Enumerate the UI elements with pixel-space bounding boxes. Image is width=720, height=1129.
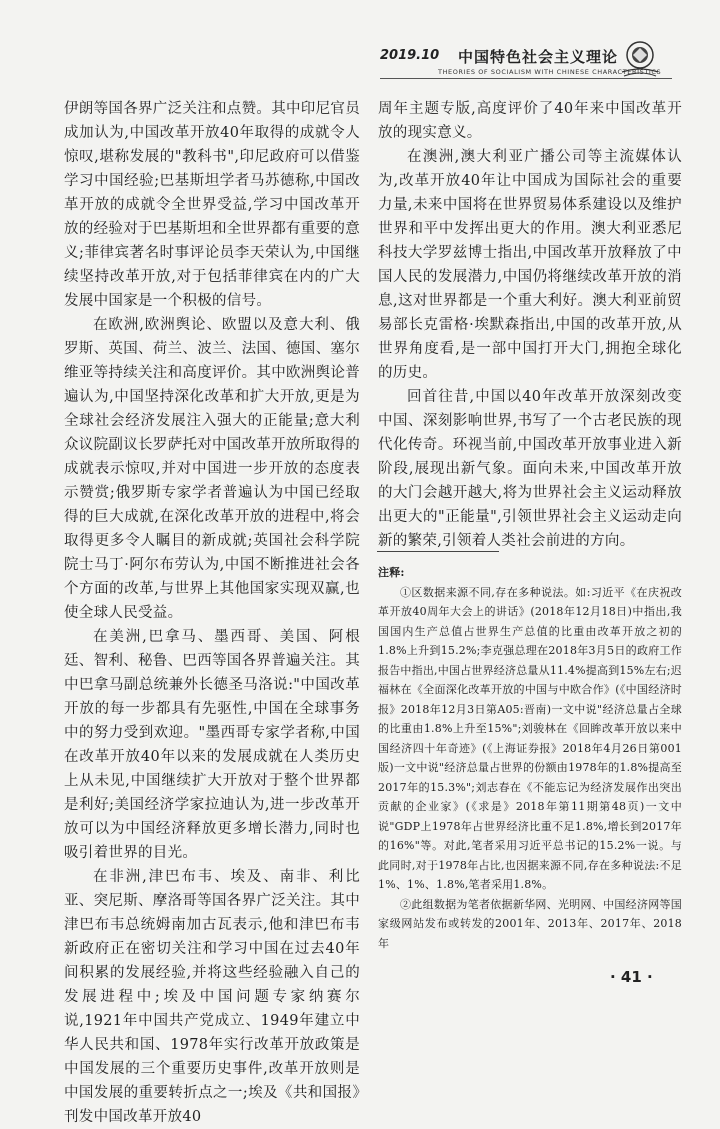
footnote-item: ①区数据来源不同,存在多种说法。如:习近平《在庆祝改革开放40周年大会上的讲话》(2018年12月18日)中指出,我国国内生产总值占世界生产总值的比重由改革开放之初的1.8%上升到15.2%;李克强总理在2018年3月5日的政府工作报告中指出,中国占世界经济总量从11.4%提高到15%左右;迟福林在《全面深化改革开放的中国与中欧合作》(《中国经济时报》2018年12月3日第A05:晋南)一文中说"经济总量占全球的比重由1.8%上升至15%";刘骏林在《回眸改革开放以来中国经济四十年奇迹》(《上海证券报》2018年4月26日第001版)一文中说"经济总量占世界的份额由1978年的1.8%提高至2017年的15.3%";刘志春在《不能忘记为经济发展作出突出贡献的企业家》(《求是》2018年第11期第48页)一文中说"GDP上1978年占世界经济比重不足1.8%,增长到2017年的16%"等。对此,笔者采用习近平总书记的15.2%一说。与此同时,对于1978年占比,也因据来源不同,存在多种说法:不足1%、1%、1.8%,笔者采用1.8%。 bbox=[378, 585, 682, 891]
body-paragraph: 伊朗等国各界广泛关注和点赞。其中印尼官员成加认为,中国改革开放40年取得的成就令人惊叹,堪称发展的"教科书",印尼政府可以借鉴学习中国经验;巴基斯坦学者马苏德称,中国改革开放的成就令全世界受益,学习中国改革开放的经验对于巴基斯坦和全世界都有重要的意义;菲律宾著名时事评论员李天荣认为,中国继续坚持改革开放,对于包括菲律宾在内的广大发展中国家是一个积极的信号。 bbox=[64, 101, 360, 309]
footnote-item: ②此组数据为笔者依据新华网、光明网、中国经济网等国家级网站发布或转发的2001年、2013年、2017年、2018年 bbox=[378, 897, 682, 950]
journal-title: 中国特色社会主义理论 bbox=[458, 48, 619, 66]
issue-number: 2019.10 bbox=[380, 48, 440, 63]
page-number: · 41 · bbox=[610, 968, 653, 986]
body-paragraph: 在欧洲,欧洲舆论、欧盟以及意大利、俄罗斯、英国、荷兰、波兰、法国、德国、塞尔维亚等持续关注和高度评价。其中欧洲舆论普遍认为,中国坚持深化改革和扩大开放,更是为全球社会经济发展注入强大的正能量;意大利众议院副议长罗萨托对中国改革开放所取得的成就表示惊叹,并对中国进一步开放的态度表示赞赏;俄罗斯专家学者普遍认为中国已经取得的巨大成就,在深化改革开放的进程中,将会取得更多令人瞩目的新成就;英国社会科学院院士马丁·阿尔布劳认为,中国不断推进社会各个方面的改革,与世界上其他国家实现双赢,也使全球人民受益。 bbox=[64, 317, 360, 621]
body-paragraph: 回首往昔,中国以40年改革开放深刻改变中国、深刻影响世界,书写了一个古老民族的现代化传奇。环视当前,中国改革开放事业进入新阶段,展现出新气象。面向未来,中国改革开放的大门会越开越大,将为世界社会主义运动释放出更大的"正能量",引领世界社会主义运动走向新的繁荣,引领着人类社会前进的方向。 bbox=[378, 389, 682, 549]
journal-subtitle: THEORIES OF SOCIALISM WITH CHINESE CHARACTERISTICS bbox=[438, 68, 662, 76]
notes-label: 注释: bbox=[378, 566, 405, 579]
body-paragraph: 周年主题专版,高度评价了40年来中国改革开放的现实意义。 bbox=[378, 101, 682, 141]
left-body-column bbox=[64, 97, 360, 1125]
body-paragraph: 在非洲,津巴布韦、埃及、南非、利比亚、突尼斯、摩洛哥等国各界广泛关注。其中津巴布韦总统姆南加古瓦表示,他和津巴布韦新政府正在密切关注和学习中国在过去40年间积累的发展经验,并将这些经验融入自己的发展进程中;埃及中国问题专家纳赛尔说,1921年中国共产党成立、1949年建立中华人民共和国、1978年实行改革开放政策是中国发展的三个重要历史事件,改革开放则是中国发展的重要转折点之一;埃及《共和国报》刊发中国改革开放40 bbox=[64, 869, 360, 1125]
body-paragraph: 在澳洲,澳大利亚广播公司等主流媒体认为,改革开放40年让中国成为国际社会的重要力量,未来中国将在世界贸易体系建设以及维护世界和平中发挥出更大的作用。澳大利亚悉尼科技大学罗兹博士指出,中国改革开放释放了中国人民的发展潜力,中国仍将继续改革开放的消息,这对世界都是一个重大利好。澳大利亚前贸易部长克雷格·埃默森指出,中国的改革开放,从世界角度看,是一部中国打开大门,拥抱全球化的历史。 bbox=[378, 149, 682, 381]
footnote-rule bbox=[377, 551, 499, 552]
footnotes bbox=[378, 563, 682, 958]
body-paragraph: 在美洲,巴拿马、墨西哥、美国、阿根廷、智利、秘鲁、巴西等国各界普遍关注。其中巴拿马副总统兼外长德圣马洛说:"中国改革开放的每一步都具有先驱性,中国在全球事务中的努力受到欢迎。"墨西哥专家学者称,中国在改革开放40年以来的发展成就在人类历史上从未见,中国继续扩大开放对于整个世界都是利好;美国经济学家拉迪认为,进一步改革开放可以为中国经济释放更多增长潜力,同时也吸引着世界的目光。 bbox=[64, 629, 360, 861]
journal-seal-icon bbox=[618, 38, 662, 78]
header-rule bbox=[380, 78, 672, 79]
right-body-column bbox=[378, 97, 682, 549]
